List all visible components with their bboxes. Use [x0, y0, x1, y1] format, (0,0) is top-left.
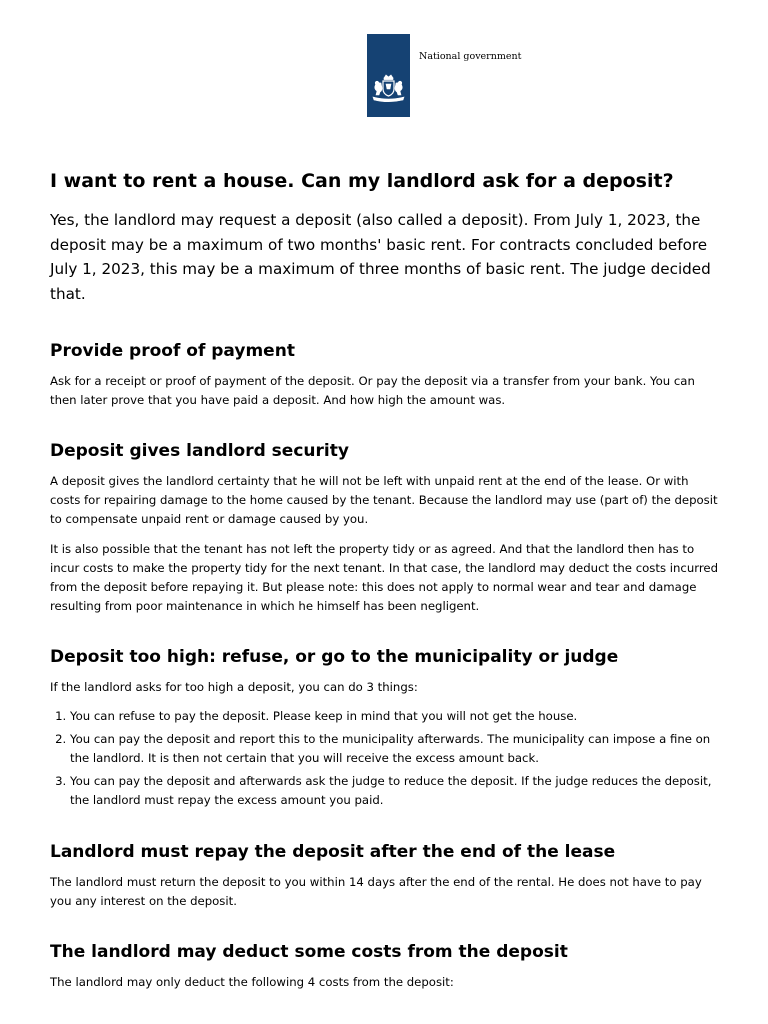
coat-of-arms-icon [370, 74, 407, 104]
section-heading: The landlord may deduct some costs from the deposit [50, 941, 568, 962]
list-item: 1. You can refuse to pay the deposit. Please keep in mind that you will not get the house. [70, 707, 722, 727]
org-name: National government [419, 51, 522, 62]
section-repay-deposit [50, 840, 722, 911]
list-item: 3. You can pay the deposit and afterwards ask the judge to reduce the deposit. If the judge reduces the deposit, the landlord must repay the excess amount you paid. [70, 772, 722, 811]
section-deduct-costs [50, 940, 722, 992]
section-landlord-security [50, 439, 722, 616]
intro-paragraph: Yes, the landlord may request a deposit (also called a deposit). From July 1, 2023, the deposit may be a maximum of two months' basic rent. For contracts concluded before July 1, 2023, this may be a maximum of three months of basic rent. The judge decided that. [50, 211, 711, 303]
page-title: I want to rent a house. Can my landlord ask for a deposit? [50, 170, 674, 192]
section-deposit-too-high [50, 645, 722, 811]
section-proof-of-payment [50, 339, 722, 410]
options-list [50, 707, 722, 811]
section-paragraph: A deposit gives the landlord certainty that he will not be left with unpaid rent at the end of the lease. Or with costs for repairing damage to the home caused by the tenant. Because the landlord may use (part of) the deposit to compensate unpaid rent or damage caused by you. [50, 474, 718, 526]
section-paragraph: If the landlord asks for too high a deposit, you can do 3 things: [50, 680, 418, 694]
section-heading: Deposit too high: refuse, or go to the municipality or judge [50, 647, 619, 667]
list-item: 2. You can pay the deposit and report this to the municipality afterwards. The municipality can impose a fine on the landlord. It is then not certain that you will receive the excess amount back. [70, 730, 722, 769]
article [50, 168, 722, 1003]
government-logo[interactable] [367, 34, 521, 117]
logo-ribbon [367, 34, 410, 117]
section-heading: Deposit gives landlord security [50, 441, 349, 461]
section-paragraph: The landlord may only deduct the following 4 costs from the deposit: [50, 974, 454, 989]
section-heading: Landlord must repay the deposit after the end of the lease [50, 841, 616, 862]
section-paragraph: It is also possible that the tenant has not left the property tidy or as agreed. And that the landlord then has to incur costs to make the property tidy for the next tenant. In that case, the landlord may deduct the costs incurred from the deposit before repaying it. But please note: this does not apply to normal wear and tear and damage resulting from poor maintenance in which he himself has been negligent. [50, 542, 718, 613]
section-heading: Provide proof of payment [50, 341, 295, 361]
section-paragraph: Ask for a receipt or proof of payment of the deposit. Or pay the deposit via a transfer from your bank. You can then later prove that you have paid a deposit. And how high the amount was. [50, 374, 695, 407]
section-paragraph: The landlord must return the deposit to you within 14 days after the end of the rental. He does not have to pay you any interest on the deposit. [50, 874, 702, 908]
